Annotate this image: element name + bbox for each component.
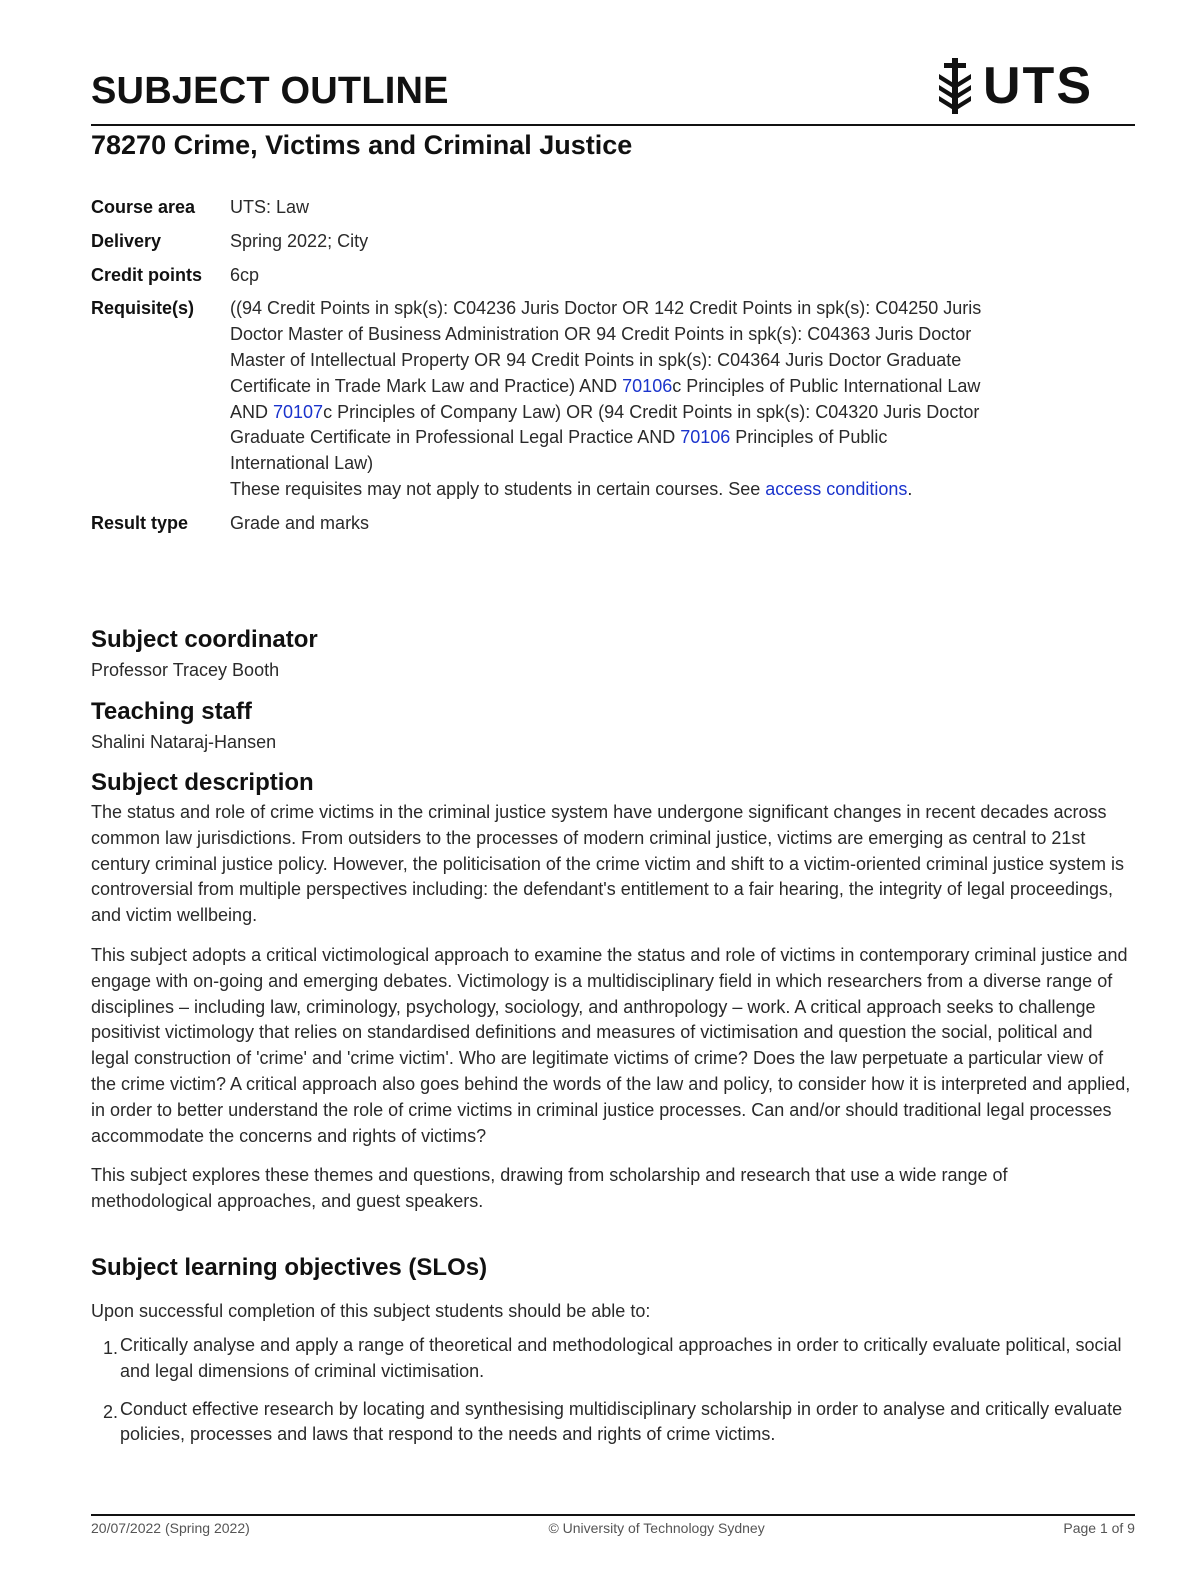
delivery-label: Delivery (91, 230, 162, 251)
requisites-note: These requisites may not apply to students in certain courses. See (230, 478, 766, 499)
requisite-link-70107[interactable]: 70107 (273, 401, 324, 422)
access-conditions-link[interactable]: access conditions (765, 478, 908, 499)
credit-points-row (91, 263, 991, 289)
list-item (91, 1333, 1131, 1385)
objective-number: 1. (102, 1338, 118, 1358)
result-type-label: Result type (91, 512, 189, 533)
description-paragraph: The status and role of crime victims in the criminal justice system have undergone significant changes in recent decades across common law jurisdictions. From outsiders to the processes of modern criminal justice, victims are emerging as central to 21st century criminal justice policy. However, the politicisation of the crime victim and shift to a victim-oriented criminal justice system is controversial from multiple perspectives including: the defendant's entitlement to a fair hearing, the integrity of legal proceedings, and victim wellbeing. (91, 802, 1125, 926)
subject-outline-page (91, 0, 1135, 1590)
header-divider (91, 124, 1135, 126)
description-paragraph: This subject adopts a critical victimological approach to examine the status and role of victims in contemporary criminal justice and engage with on-going and emerging debates. Victimology is a multidisciplinary field in which researchers from a diverse range of disciplines – including law, criminology, psychology, sociology, and anthropology – work. A critical approach seeks to challenge positivist victimology that relies on standardised definitions and measures of victimisation and question the social, political and legal construction of 'crime' and 'crime victim'. Who are legitimate victims of crime? Does the law perpetuate a particular view of the crime victim? A critical approach also goes behind the words of the law and policy, to consider how it is interpreted and applied, in order to better understand the role of crime victims in criminal justice processes. Can and/or should traditional legal processes accommodate the concerns and rights of victims? (91, 944, 1131, 1146)
requisites-row (91, 296, 991, 502)
footer-copyright: © University of Technology Sydney (548, 1520, 765, 1536)
delivery-row (91, 229, 991, 255)
coordinator-heading: Subject coordinator (91, 626, 318, 653)
document-title: SUBJECT OUTLINE (91, 70, 449, 112)
description-body (91, 800, 1131, 1229)
requisites-text: c Principles of Company Law) OR (94 Credit Points in spk(s): C04320 Juris Doctor Graduate Certificate in Professional Legal Practice AND (230, 401, 980, 448)
requisites-text: c Principles of Public International Law AND (230, 375, 981, 422)
footer-divider (91, 1514, 1135, 1516)
list-item (91, 1397, 1131, 1449)
objectives-intro: Upon successful completion of this subject students should be able to: (91, 1301, 651, 1321)
subject-info-table (91, 195, 991, 545)
requisites-text: Principles of Public International Law) (230, 427, 888, 474)
requisites-label: Requisite(s) (91, 298, 195, 319)
logo-wordmark: UTS (983, 57, 1093, 115)
objectives-list (91, 1333, 1131, 1460)
course-area-value: UTS: Law (230, 197, 310, 217)
course-area-label: Course area (91, 197, 196, 217)
uts-logo (935, 56, 1093, 116)
requisites-value (230, 296, 991, 502)
requisites-note-end: . (907, 478, 913, 499)
requisite-link-70106-second[interactable]: 70106 (680, 427, 731, 448)
uts-crest-icon (935, 56, 975, 116)
objective-number: 2. (102, 1401, 118, 1422)
page-number: Page 1 of 9 (1063, 1520, 1135, 1536)
objectives-heading: Subject learning objectives (SLOs) (91, 1254, 488, 1281)
coordinator-name: Professor Tracey Booth (91, 660, 280, 680)
objective-text: Conduct effective research by locating and synthesising multidisciplinary scholarship in order to analyse and critically evaluate policies, processes and laws that respond to the needs and rights of crime victims. (120, 1398, 1123, 1445)
teaching-staff-heading: Teaching staff (91, 698, 252, 725)
credit-points-value: 6cp (230, 264, 260, 285)
requisites-text: ((94 Credit Points in spk(s): C04236 Juris Doctor OR 142 Credit Points in spk(s): C04250 Juris Doctor Master of Business Administration OR 94 Credit Points in spk(s): C04363 Juris Doctor Master of Intellectual Property OR 94 Credit Points in spk(s): C04364 Juris Doctor Graduate Certificate in Trade Mark Law and Practice) AND (230, 298, 982, 396)
description-paragraph: This subject explores these themes and questions, drawing from scholarship and research that use a wide range of methodological approaches, and guest speakers. (91, 1165, 1008, 1212)
teaching-staff-name: Shalini Nataraj-Hansen (91, 732, 277, 752)
description-heading: Subject description (91, 769, 314, 796)
credit-points-label: Credit points (91, 264, 202, 285)
objective-text: Critically analyse and apply a range of theoretical and methodological approaches in order to critically evaluate political, social and legal dimensions of criminal victimisation. (120, 1335, 1122, 1381)
course-area-row (91, 195, 991, 221)
requisite-link-70106[interactable]: 70106 (622, 375, 673, 396)
result-type-row (91, 511, 991, 537)
subject-title: 78270 Crime, Victims and Criminal Justice (91, 130, 633, 160)
delivery-value: Spring 2022; City (230, 230, 369, 251)
page-footer (91, 1520, 1135, 1536)
footer-date: 20/07/2022 (Spring 2022) (91, 1520, 250, 1536)
result-type-value: Grade and marks (230, 512, 370, 533)
